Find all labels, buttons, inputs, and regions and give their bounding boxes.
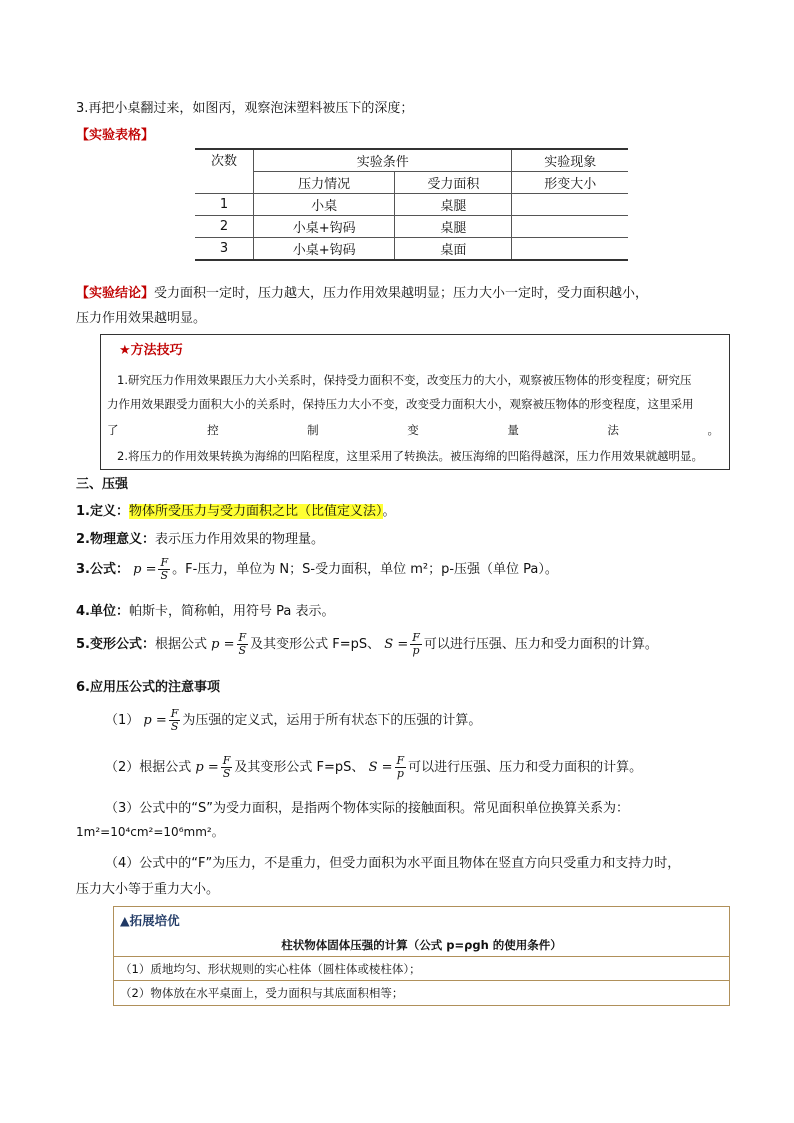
method-char: 法 — [607, 423, 619, 437]
variant-formula — [76, 632, 658, 657]
note2-text2: 及其变形公式 F=pS、 — [234, 760, 365, 775]
note2-text3: 可以进行压强、压力和受力面积的计算。 — [408, 760, 643, 775]
header-pressure: 压力情况 — [254, 172, 395, 194]
note2 — [105, 755, 642, 780]
method-char: 。 — [707, 423, 719, 437]
variant-text2: 及其变形公式 F=pS、 — [250, 637, 381, 652]
row-deform — [512, 216, 628, 238]
fraction-num: F — [412, 631, 420, 644]
definition-label: 1.定义： — [76, 504, 129, 519]
table-row — [195, 238, 628, 261]
fraction-den: p — [396, 767, 404, 780]
header-phenomenon: 实验现象 — [512, 149, 628, 172]
formula-s: S = — [368, 760, 393, 775]
table-row — [195, 216, 628, 238]
definition-highlight: 物体所受压力与受力面积之比（比值定义法） — [128, 504, 383, 519]
conclusion-line2: 压力作用效果越明显。 — [76, 311, 207, 326]
fraction-num: F — [238, 631, 247, 644]
fraction-f-over-s — [158, 557, 170, 582]
note4-line2: 压力大小等于重力大小。 — [76, 882, 220, 897]
meaning — [76, 528, 324, 547]
formula — [76, 557, 558, 582]
row-deform — [512, 194, 628, 216]
note2-prefix: （2）根据公式 — [105, 760, 192, 775]
section-title: 三、压强 — [76, 477, 129, 492]
header-area: 受力面积 — [395, 172, 512, 194]
definition — [76, 500, 396, 519]
method-line4: 2.将压力的作用效果转换为海绵的凹陷程度，这里采用了转换法。被压海绵的凹陷得越深，压力作用效果就越明显。 — [117, 449, 703, 463]
formula-lhs: p = — [195, 760, 219, 775]
method-title: ★方法技巧 — [119, 343, 183, 358]
method-line2: 力作用效果跟受力面积大小的关系时，保持压力大小不变，改变受力面积大小，观察被压物体的形变程度，这里采用 — [107, 397, 694, 411]
fraction-num: F — [222, 754, 231, 767]
fraction-num: F — [396, 754, 405, 767]
method-char: 量 — [507, 423, 519, 437]
method-char: 变 — [407, 423, 419, 437]
row-pressure: 小桌 — [254, 194, 395, 216]
unit-label: 4.单位： — [76, 604, 129, 619]
row-deform — [512, 238, 628, 261]
unit-text: 帕斯卡，简称帕，用符号 Pa 表示。 — [128, 604, 335, 619]
fraction-num: F — [160, 556, 169, 569]
conclusion-line1: 受力面积一定时，压力越大，压力作用效果越明显；压力大小一定时，受力面积越小， — [154, 286, 649, 301]
extension-box — [113, 906, 730, 1006]
definition-end: 。 — [382, 504, 396, 519]
formula-s: S = — [384, 637, 409, 652]
unit — [76, 600, 334, 619]
fraction-f-over-s — [169, 708, 181, 733]
fraction-den: S — [160, 569, 169, 582]
row-area: 桌腿 — [395, 194, 512, 216]
table-row — [195, 194, 628, 216]
note3-line1: （3）公式中的“S”为受力面积，是指两个物体实际的接触面积。常见面积单位换算关系为： — [105, 801, 629, 816]
method-line1: 1.研究压力作用效果跟压力大小关系时，保持受力面积不变，改变压力的大小，观察被压物体的形变程度；研究压 — [117, 373, 692, 387]
note4-line1: （4）公式中的“F”为压力，不是重力，但受力面积为水平面且物体在竖直方向只受重力和支持力时， — [105, 856, 681, 871]
row-pressure: 小桌+钩码 — [254, 216, 395, 238]
note1-text: 为压强的定义式，运用于所有状态下的压强的计算。 — [182, 713, 482, 728]
note1-prefix: （1） — [105, 713, 140, 728]
note1 — [105, 708, 481, 733]
experiment-table — [195, 148, 628, 261]
meaning-label: 2.物理意义： — [76, 532, 155, 547]
step3-text: 3.再把小桌翻过来，如图丙，观察泡沫塑料被压下的深度； — [76, 101, 414, 116]
method-char: 了 — [107, 423, 119, 437]
variant-label: 5.变形公式： — [76, 637, 155, 652]
fraction-den: p — [412, 644, 420, 657]
fraction-f-over-p — [410, 632, 422, 657]
row-number: 1 — [195, 194, 254, 216]
row-area: 桌腿 — [395, 216, 512, 238]
fraction-f-over-s — [221, 755, 233, 780]
formula-label: 3.公式： — [76, 562, 129, 577]
variant-text1: 根据公式 — [154, 637, 207, 652]
formula-lhs: p = — [211, 637, 235, 652]
table-heading: 【实验表格】 — [76, 128, 155, 143]
header-times: 次数 — [195, 149, 254, 194]
note3-line2: 1m²=10⁴cm²=10⁶mm²。 — [76, 825, 224, 839]
extension-subtitle: 柱状物体固体压强的计算（公式 p=ρgh 的使用条件） — [281, 938, 562, 952]
row-number: 3 — [195, 238, 254, 261]
extension-title: ▲拓展培优 — [120, 913, 180, 928]
method-char: 控 — [207, 423, 219, 437]
fraction-num: F — [170, 707, 179, 720]
method-box — [100, 334, 730, 470]
row-number: 2 — [195, 216, 254, 238]
method-char: 制 — [307, 423, 319, 437]
row-area: 桌面 — [395, 238, 512, 261]
variant-text3: 可以进行压强、压力和受力面积的计算。 — [423, 637, 658, 652]
formula-text: 。F-压力，单位为 N；S-受力面积，单位 m²；p-压强（单位 Pa）。 — [172, 562, 558, 577]
meaning-text: 表示压力作用效果的物理量。 — [154, 532, 324, 547]
conclusion — [76, 282, 648, 301]
formula-lhs: p = — [133, 562, 157, 577]
header-deform: 形变大小 — [512, 172, 628, 194]
formula-lhs: p = — [143, 713, 167, 728]
fraction-f-over-s — [237, 632, 249, 657]
fraction-den: S — [170, 720, 179, 733]
extension-item: （1）质地均匀、形状规则的实心柱体（圆柱体或棱柱体）； — [114, 956, 729, 980]
fraction-f-over-p — [395, 755, 407, 780]
fraction-den: S — [222, 767, 231, 780]
header-condition: 实验条件 — [254, 149, 512, 172]
notes-title: 6.应用压公式的注意事项 — [76, 680, 220, 695]
conclusion-label: 【实验结论】 — [76, 286, 155, 301]
fraction-den: S — [238, 644, 247, 657]
method-line3 — [107, 419, 719, 442]
extension-item: （2）物体放在水平桌面上，受力面积与其底面积相等； — [114, 980, 729, 1004]
row-pressure: 小桌+钩码 — [254, 238, 395, 261]
